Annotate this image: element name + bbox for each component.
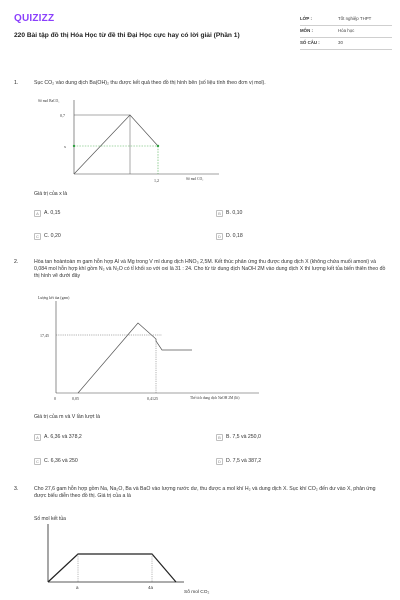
answer-option-b[interactable]: [216, 210, 242, 218]
option-letter-box: C: [34, 458, 41, 465]
x-tick-label: a: [76, 585, 79, 590]
y-tick-label: 0,7: [60, 113, 65, 118]
y-tick-label: x: [64, 144, 66, 149]
meta-value: Hóa học: [338, 28, 355, 33]
y-axis-label: Lượng kết tủa (gam): [38, 296, 70, 300]
quizizz-logo[interactable]: QUIZIZZ: [14, 13, 55, 24]
meta-value: Tốt nghiệp THPT: [338, 16, 372, 21]
option-text: D. 0,18: [226, 233, 243, 239]
option-text: A. 0,15: [44, 210, 61, 216]
option-text: A. 6,36 và 378,2: [44, 434, 82, 440]
option-text: B. 7,5 và 250,0: [226, 434, 261, 440]
answer-option-a[interactable]: [34, 434, 82, 442]
option-text: D. 7,5 và 387,2: [226, 458, 262, 464]
option-letter-box: D: [216, 233, 223, 240]
option-letter-box: B: [216, 434, 223, 441]
option-letter-box: C: [34, 233, 41, 240]
y-axis-label: Số mol BaCO₃: [38, 99, 60, 103]
question-text: Sục CO₂ vào dung dịch Ba(OH)₂ thu được kết quả theo đồ thị hình bên (số liệu tính theo đơn vị mol).: [34, 80, 266, 86]
option-letter-box: D: [216, 458, 223, 465]
y-tick-label: 17,45: [40, 333, 49, 338]
question-1-graph: [34, 94, 224, 184]
question-number: 1.: [14, 80, 19, 86]
worksheet-meta: [300, 14, 392, 50]
x-axis-label: Số mol CO₂: [184, 590, 210, 595]
x-tick-label: 4a: [148, 585, 154, 590]
question-text: Cho 27,6 gam hỗn hợp gồm Na, Na₂O, Ba và BaO vào lượng nước dư, thu được a mol khí H₂ và dung dịch X. Sục khí CO₂ đến dư vào X, phản ứng được biểu diễn theo đồ thị. Giá trị của a là: [34, 486, 376, 500]
x-tick-label: 0,4125: [147, 396, 158, 401]
meta-row-class: [300, 14, 392, 26]
meta-value: 30: [338, 40, 343, 45]
option-text: C. 6,36 và 250: [44, 458, 78, 464]
question-subprompt: Giá trị của m và V lần lượt là: [34, 414, 100, 420]
worksheet-header: [0, 0, 400, 56]
y-axis-label: Số mol kết tủa: [34, 516, 66, 522]
question-text: Hòa tan hoàntoàn m gam hỗn hợp Al và Mg trong V ml dung dịch HNO₃ 2,5M. Kết thúc phản ứng thu được dung dịch X (không chứa muối amoni) và 0,084 mol hỗn hợp khí gồm N₂ và N₂O có tỉ khối so với oxi là 31 : 24. Cho từ từ dung dịch NaOH 2M vào dung dịch X thì lượng kết tủa biến thiên theo đồ thị hình vẽ dưới đây: [34, 259, 386, 280]
x-tick-label: 0,05: [72, 396, 79, 401]
meta-label: LỚP :: [300, 16, 312, 21]
answer-option-a[interactable]: [34, 210, 60, 218]
intersection-point: [73, 145, 75, 147]
question-subprompt: Giá trị của x là: [34, 191, 68, 197]
question-2-graph: [34, 293, 264, 413]
option-text: C. 0,20: [44, 233, 61, 239]
meta-row-subject: [300, 26, 392, 38]
option-letter-box: A: [34, 210, 41, 217]
meta-row-count: [300, 38, 392, 50]
x-tick-label: 1,2: [154, 178, 159, 183]
answer-option-c[interactable]: [34, 458, 78, 466]
option-letter-box: B: [216, 210, 223, 217]
question-number: 2.: [14, 259, 19, 265]
meta-label: MÔN :: [300, 28, 313, 33]
intersection-point: [157, 145, 159, 147]
precipitate-curve: [48, 554, 176, 582]
answer-option-d[interactable]: [216, 458, 261, 466]
x-tick-label: 0: [54, 396, 56, 401]
option-text: B. 0,10: [226, 210, 243, 216]
question-3-graph: [34, 512, 234, 600]
x-axis-label: Thể tích dung dịch NaOH 2M (lít): [190, 396, 240, 400]
meta-label: SỐ CÂU :: [300, 40, 320, 45]
precipitate-curve: [74, 115, 158, 174]
question-number: 3.: [14, 486, 19, 492]
answer-option-d[interactable]: [216, 233, 243, 241]
answer-option-b[interactable]: [216, 434, 261, 442]
x-axis-label: Số mol CO₂: [186, 177, 204, 181]
answer-option-c[interactable]: [34, 233, 61, 241]
precipitate-curve: [78, 323, 192, 393]
option-letter-box: A: [34, 434, 41, 441]
worksheet-title: 220 Bài tập đồ thị Hóa Học từ đề thi Đại Học cực hay có lời giải (Phần 1): [14, 32, 240, 39]
